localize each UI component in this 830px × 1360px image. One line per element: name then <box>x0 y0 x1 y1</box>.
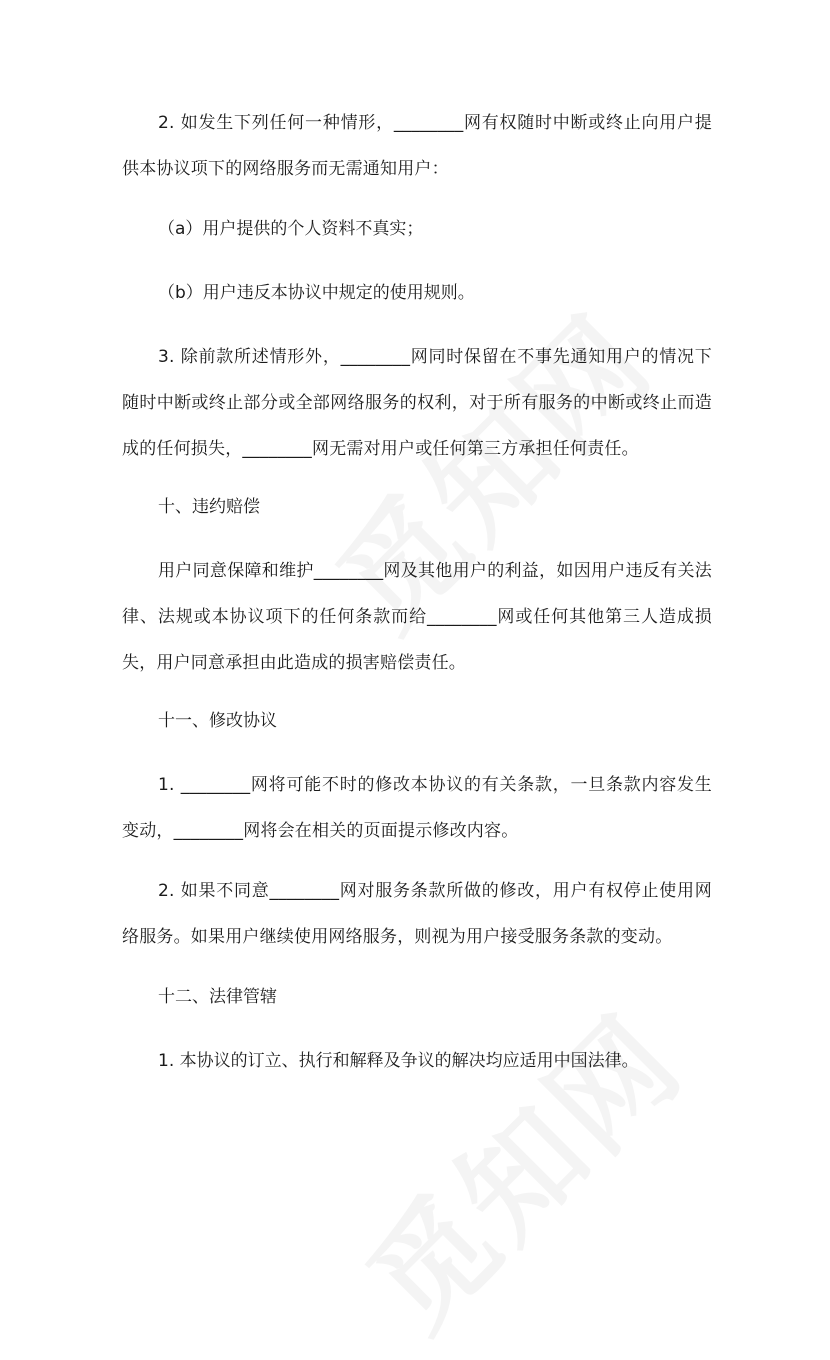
section-11-clause-2: 2. 如果不同意________网对服务条款所做的修改，用户有权停止使用网络服务。如果用户继续使用网络服务，则视为用户接受服务条款的变动。 <box>122 881 712 947</box>
section-11-clause-1: 1. ________网将可能不时的修改本协议的有关条款，一旦条款内容发生变动，________网将会在相关的页面提示修改内容。 <box>122 775 712 841</box>
item-a-paragraph: （a）用户提供的个人资料不真实； <box>158 219 424 239</box>
clause-3-paragraph: 3. 除前款所述情形外，________网同时保留在不事先通知用户的情况下随时中断或终止部分或全部网络服务的权利，对于所有服务的中断或终止而造成的任何损失，________网无需对用户或任何第三方承担任何责任。 <box>122 347 712 459</box>
clause-2-paragraph: 2. 如发生下列任何一种情形，________网有权随时中断或终止向用户提供本协议项下的网络服务而无需通知用户： <box>122 113 712 179</box>
section-11-title: 十一、修改协议 <box>158 711 277 731</box>
item-b-paragraph: （b）用户违反本协议中规定的使用规则。 <box>158 283 475 303</box>
watermark <box>325 972 714 1360</box>
section-10-body: 用户同意保障和维护________网及其他用户的利益，如因用户违反有关法律、法规或本协议项下的任何条款而给________网或任何其他第三人造成损失，用户同意承担由此造成的损害赔偿责任。 <box>122 561 712 673</box>
section-12-clause-1: 1. 本协议的订立、执行和解释及争议的解决均应适用中国法律。 <box>158 1051 639 1071</box>
section-12-title: 十二、法律管辖 <box>158 987 277 1007</box>
section-10-title: 十、违约赔偿 <box>158 497 260 517</box>
